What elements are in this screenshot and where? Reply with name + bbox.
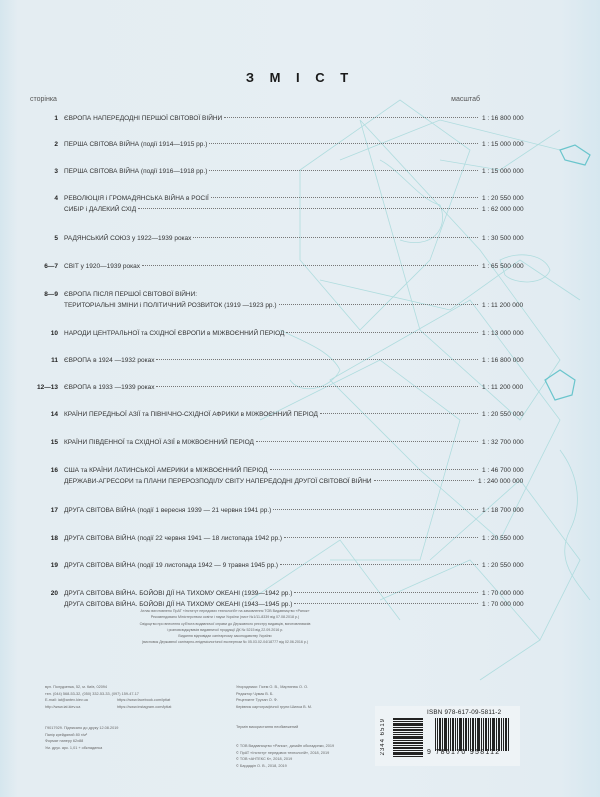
side-barcode-number: 2344 6519 — [380, 718, 386, 756]
credit-line: Упорядники: Гісем О. В., Мартинюк О. О. — [236, 685, 309, 689]
leader-dots — [374, 480, 474, 481]
toc-page-number: 20 — [50, 590, 58, 597]
imprint-line: Атлас виготовлено ПрАТ «Інститут передових технологій» на замовлення ТОВ Видавництво «Ранок» — [140, 609, 310, 613]
toc-title: РЕВОЛЮЦІЯ і ГРОМАДЯНСЬКА ВІЙНА в РОСІЇ — [64, 195, 209, 202]
toc-title: СВІТ у 1920—1939 роках — [64, 263, 140, 270]
toc-scale: 1 : 70 000 000 — [482, 601, 524, 608]
copyright-line: © ТОВ Видавництво «Ранок», дизайн обкладинки, 2019 — [236, 744, 335, 748]
leader-dots — [294, 603, 478, 604]
toc-scale: 1 : 240 000 000 — [478, 478, 524, 485]
publisher-contacts — [45, 684, 171, 710]
toc-page-number: 17 — [50, 507, 58, 514]
leader-dots — [320, 413, 478, 414]
leader-dots — [211, 197, 478, 198]
copyright-block — [236, 743, 334, 769]
ean-number: 9 786170 958112 — [427, 749, 501, 756]
website-link[interactable]: http://www.iat.kiev.ua — [45, 704, 81, 709]
toc-title: ТЕРИТОРІАЛЬНІ ЗМІНИ і ПОЛІТИЧНИЙ РОЗВИТОК (1919 —1923 рр.) — [64, 302, 277, 309]
imprint-line: і розповсюджувачів видавничої продукції ДК № 5215 від 22.09.2016 р. — [166, 627, 284, 632]
leader-dots — [209, 143, 478, 144]
instagram-link[interactable]: https://www.instagram.com/iptiat — [117, 704, 172, 709]
toc-title: ЄВРОПА в 1924 —1932 роках — [64, 357, 155, 364]
toc-page-number: 4 — [54, 195, 58, 202]
toc-title: КРАЇНИ ПЕРЕДНЬОЇ АЗІЇ та ПІВНІЧНО-СХІДНОЇ АФРИКИ в МІЖВОЄННИЙ ПЕРІОД — [64, 411, 318, 418]
imprint-line: Рекомендовано Міністерством освіти і науки України (лист №1/11-8339 від 07.08.2018 р.) — [150, 615, 300, 620]
print-info-line: Ум. друк. арк. 1,01 + обкладинка — [45, 745, 103, 750]
toc-title: ЄВРОПА ПІСЛЯ ПЕРШОЇ СВІТОВОЇ ВІЙНИ: — [64, 291, 198, 298]
credit-line: Редактор Чумак В. Б. — [236, 691, 274, 696]
leader-dots — [138, 208, 478, 209]
leader-dots — [270, 469, 478, 470]
leader-dots — [280, 564, 478, 565]
leader-dots — [284, 537, 478, 538]
toc-scale: 1 : 62 000 000 — [482, 206, 524, 213]
isbn-barcode — [375, 706, 520, 766]
toc-scale: 1 : 20 550 000 — [482, 562, 524, 569]
copyright-line: © ТОВ «АНТЕКС К», 2018, 2019 — [236, 757, 293, 761]
leader-dots — [294, 592, 478, 593]
toc-title: ПЕРША СВІТОВА ВІЙНА (події 1914—1915 рр.) — [64, 141, 208, 148]
toc-scale: 1 : 20 550 000 — [482, 535, 524, 542]
toc-title: ЄВРОПА НАПЕРЕДОДНІ ПЕРШОЇ СВІТОВОЇ ВІЙНИ — [64, 115, 223, 122]
toc-page-number: 16 — [50, 467, 58, 474]
leader-dots — [224, 117, 478, 118]
toc-title: ДРУГА СВІТОВА ВІЙНА (події 1 вересня 1939 — 21 червня 1941 рр.) — [64, 507, 272, 514]
column-header-page: сторінка — [30, 96, 57, 103]
toc-scale: 1 : 32 700 000 — [482, 439, 524, 446]
toc-title: ДРУГА СВІТОВА ВІЙНА (події 19 листопада 1942 — 9 травня 1945 рр.) — [64, 562, 279, 569]
print-info — [45, 725, 118, 751]
toc-page-number: 19 — [50, 562, 58, 569]
leader-dots — [156, 359, 478, 360]
toc-title: ДРУГА СВІТОВА ВІЙНА. БОЙОВІ ДІЇ НА ТИХОМУ ОКЕАНІ (1939—1942 рр.) — [64, 590, 293, 597]
facebook-link[interactable]: https://www.facebook.com/iptiat — [117, 698, 171, 702]
toc-page-number: 5 — [54, 235, 58, 242]
toc-title: КРАЇНИ ПІВДЕННОЇ та СХІДНОЇ АЗІЇ в МІЖВОЄННИЙ ПЕРІОД — [64, 439, 254, 446]
isbn-text: ISBN 978-617-09-5811-2 — [427, 709, 502, 716]
toc-title: НАРОДИ ЦЕНТРАЛЬНОЇ та СХІДНОЇ ЄВРОПИ в МІЖВОЄННИЙ ПЕРІОД — [64, 330, 285, 337]
toc-page-number: 3 — [54, 168, 58, 175]
credit-line: Рецензент Трухан О. Ф. — [236, 698, 278, 702]
imprint-line: Свідоцтво про внесення суб'єкта видавничої справи до Державного реєстру видавців, виготовлювачів — [139, 621, 311, 626]
leader-dots — [256, 441, 478, 442]
credit-line: Керівник картографічної групи Шилка В. М. — [236, 704, 312, 709]
toc-scale: 1 : 11 200 000 — [482, 302, 524, 309]
toc-line — [64, 115, 480, 125]
toc-scale: 1 : 16 800 000 — [482, 357, 524, 364]
toc-page-number: 10 — [50, 330, 58, 337]
imprint-line: Видання відповідає санітарному законодавству України — [178, 634, 272, 639]
toc-scale: 1 : 13 000 000 — [482, 330, 524, 337]
toc-scale: 1 : 18 700 000 — [482, 507, 524, 514]
toc-page-number: 12—13 — [37, 384, 58, 391]
leader-dots — [209, 170, 478, 171]
leader-dots — [156, 386, 478, 387]
toc-scale: 1 : 16 800 000 — [482, 115, 524, 122]
toc-scale: 1 : 15 000 000 — [482, 141, 524, 148]
toc-title: ДРУГА СВІТОВА ВІЙНА (події 22 червня 1941 — 18 листопада 1942 рр.) — [64, 535, 283, 542]
toc-page-number: 11 — [51, 357, 58, 364]
print-info-line: Г9017929. Підписано до друку 12.08.2019 — [45, 726, 119, 730]
toc-scale: 1 : 70 000 000 — [482, 590, 524, 597]
imprint-block — [90, 608, 360, 646]
credits — [236, 684, 312, 710]
toc-title: ПЕРША СВІТОВА ВІЙНА (події 1916—1918 рр.) — [64, 168, 208, 175]
leader-dots — [142, 265, 478, 266]
imprint-line: (висновок Державної санітарно-епідеміологічної експертизи № 05.03.02-04/18777 від 02.06.2016 р.) — [141, 640, 309, 645]
leader-dots — [273, 509, 478, 510]
address: вул. Полудзенка, 52, м. Київ, 02094 — [45, 685, 108, 689]
toc-scale: 1 : 11 200 000 — [482, 384, 524, 391]
toc-page-number: 15 — [50, 439, 58, 446]
barcode-icon — [435, 718, 519, 751]
toc-page-number: 2 — [54, 141, 58, 148]
toc-page-number: 14 — [50, 411, 58, 418]
leader-dots — [286, 332, 478, 333]
page-title: З М І С Т — [245, 70, 355, 85]
toc-scale: 1 : 46 700 000 — [482, 467, 524, 474]
toc-title: РАДЯНСЬКИЙ СОЮЗ у 1922—1939 роках — [64, 235, 192, 242]
toc-page-number: 6—7 — [44, 263, 58, 270]
toc-page-number: 1 — [54, 115, 58, 122]
leader-dots — [279, 304, 478, 305]
toc-scale: 1 : 65 500 000 — [482, 263, 524, 270]
copyright-line: © Бардадін О. В., 2018, 2019 — [236, 763, 287, 768]
copyright-line: © ПрАТ «Інститут передових технологій», 2018, 2019 — [236, 750, 330, 755]
toc-scale: 1 : 20 550 000 — [482, 411, 524, 418]
toc-title: ДЕРЖАВИ-АГРЕСОРИ та ПЛАНИ ПЕРЕРОЗПОДІЛУ СВІТУ НАПЕРЕДОДНІ ДРУГОЇ СВІТОВОЇ ВІЙНИ — [64, 478, 372, 485]
toc-scale: 1 : 15 000 000 — [482, 168, 524, 175]
column-header-scale: масштаб — [451, 96, 480, 103]
toc-page-number: 8—9 — [44, 291, 58, 298]
toc-scale: 1 : 30 500 000 — [482, 235, 524, 242]
toc-title: СИБІР і ДАЛЕКИЙ СХІД — [64, 206, 137, 213]
toc-title: США та КРАЇНИ ЛАТИНСЬКОЇ АМЕРИКИ в МІЖВОЄННИЙ ПЕРІОД — [64, 467, 268, 474]
phones: тел. (044) 568-53-32, (050) 332-53-33, (097) 159-47-17 — [45, 691, 139, 696]
print-info-line: Папір крейдяний 80 г/м² — [45, 732, 88, 737]
print-info-line: Формат паперу 62х88 — [45, 739, 84, 743]
email-link[interactable]: E-mail: iat@antex.kiev.ua — [45, 698, 88, 702]
toc-title: ДРУГА СВІТОВА ВІЙНА. БОЙОВІ ДІЇ НА ТИХОМУ ОКЕАНІ (1943—1945 рр.) — [64, 601, 293, 608]
leader-dots — [193, 237, 478, 238]
side-barcode-icon — [393, 718, 423, 758]
toc-scale: 1 : 20 550 000 — [482, 195, 524, 202]
toc-page-number: 18 — [50, 535, 58, 542]
toc-title: ЄВРОПА в 1933 —1939 роках — [64, 384, 155, 391]
usage-term: Термін використання необмежений — [236, 725, 299, 729]
